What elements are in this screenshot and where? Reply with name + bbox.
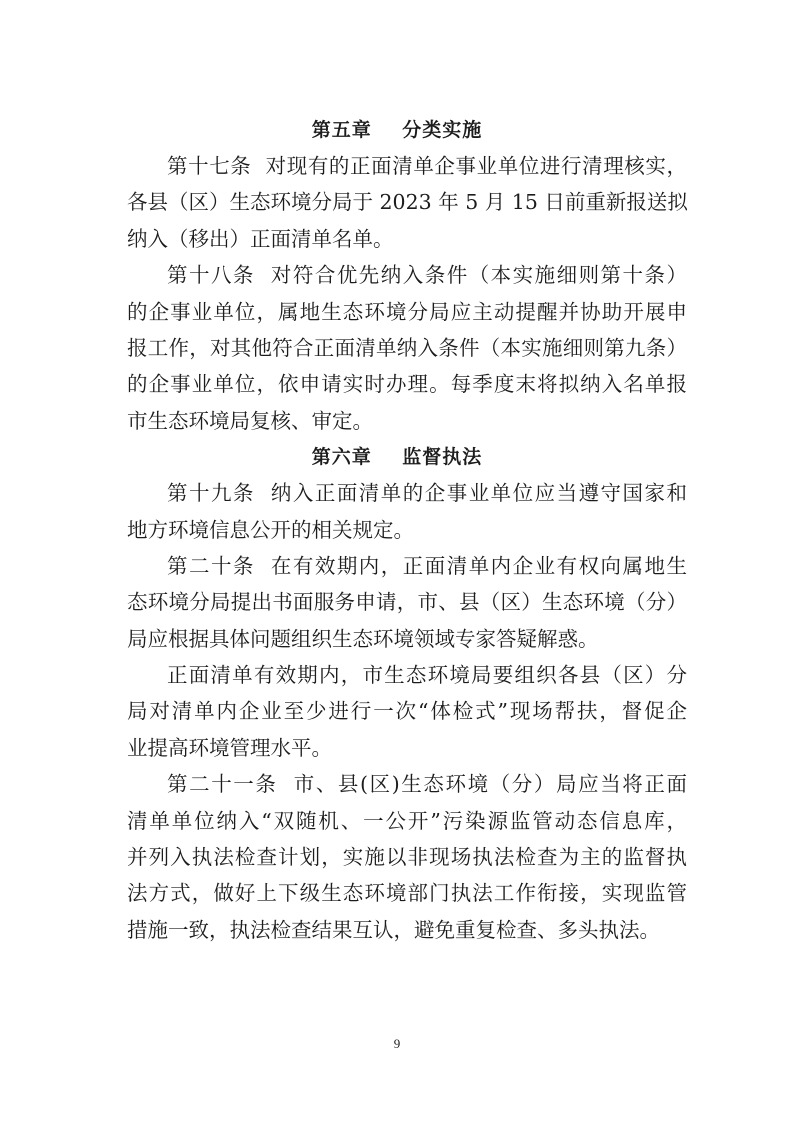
chapter-6-heading: 第六章 监督执法 (311, 446, 483, 469)
text-line: 各县（区）生态环境分局于 2023 年 5 月 15 日前重新报送拟 (127, 190, 688, 215)
text-line: 第二十一条 市、县(区)生态环境（分）局应当将正面 (167, 772, 687, 797)
page-content (0, 112, 794, 948)
text-line: 正面清单有效期内，市生态环境局要组织各县（区）分 (167, 663, 687, 688)
text-line: 第十八条 对符合优先纳入条件（本实施细则第十条） (167, 263, 687, 288)
page-number: 9 (393, 1036, 401, 1051)
text-line: 第十七条 对现有的正面清单企事业单位进行清理核实， (167, 154, 687, 178)
text-line: 局应根据具体问题组织生态环境领域专家答疑解惑。 (127, 626, 599, 651)
text-line: 局对清单内企业至少进行一次“体检式”现场帮扶，督促企 (127, 699, 687, 724)
text-line: 纳入（移出）正面清单名单。 (127, 226, 394, 251)
text-line: 法方式，做好上下级生态环境部门执法工作衔接，实现监管 (127, 881, 687, 906)
text-line: 报工作，对其他符合正面清单纳入条件（本实施细则第九条） (127, 335, 687, 360)
text-line: 地方环境信息公开的相关规定。 (127, 517, 414, 542)
text-line: 第二十条 在有效期内，正面清单内企业有权向属地生 (167, 553, 687, 578)
article-18 (0, 257, 794, 439)
article-20 (0, 548, 794, 657)
text-line: 第十九条 纳入正面清单的企事业单位应当遵守国家和 (167, 481, 687, 506)
text-line: 清单单位纳入“双随机、一公开”污染源监管动态信息库， (127, 808, 687, 833)
article-17 (0, 148, 794, 257)
text-line: 措施一致，执法检查结果互认，避免重复检查、多头执法。 (127, 917, 660, 942)
text-line: 的企事业单位，属地生态环境分局应主动提醒并协助开展申 (127, 299, 687, 324)
text-line: 的企事业单位，依申请实时办理。每季度末将拟纳入名单报 (127, 372, 687, 397)
article-19 (0, 475, 794, 548)
article-20-para-2 (0, 657, 794, 766)
article-21 (0, 766, 794, 948)
chapter-5-heading: 第五章 分类实施 (311, 119, 483, 141)
text-line: 态环境分局提出书面服务申请，市、县（区）生态环境（分） (127, 590, 687, 615)
text-line: 并列入执法检查计划，实施以非现场执法检查为主的监督执 (127, 845, 687, 870)
text-line: 业提高环境管理水平。 (127, 735, 332, 760)
text-line: 市生态环境局复核、审定。 (127, 408, 373, 433)
